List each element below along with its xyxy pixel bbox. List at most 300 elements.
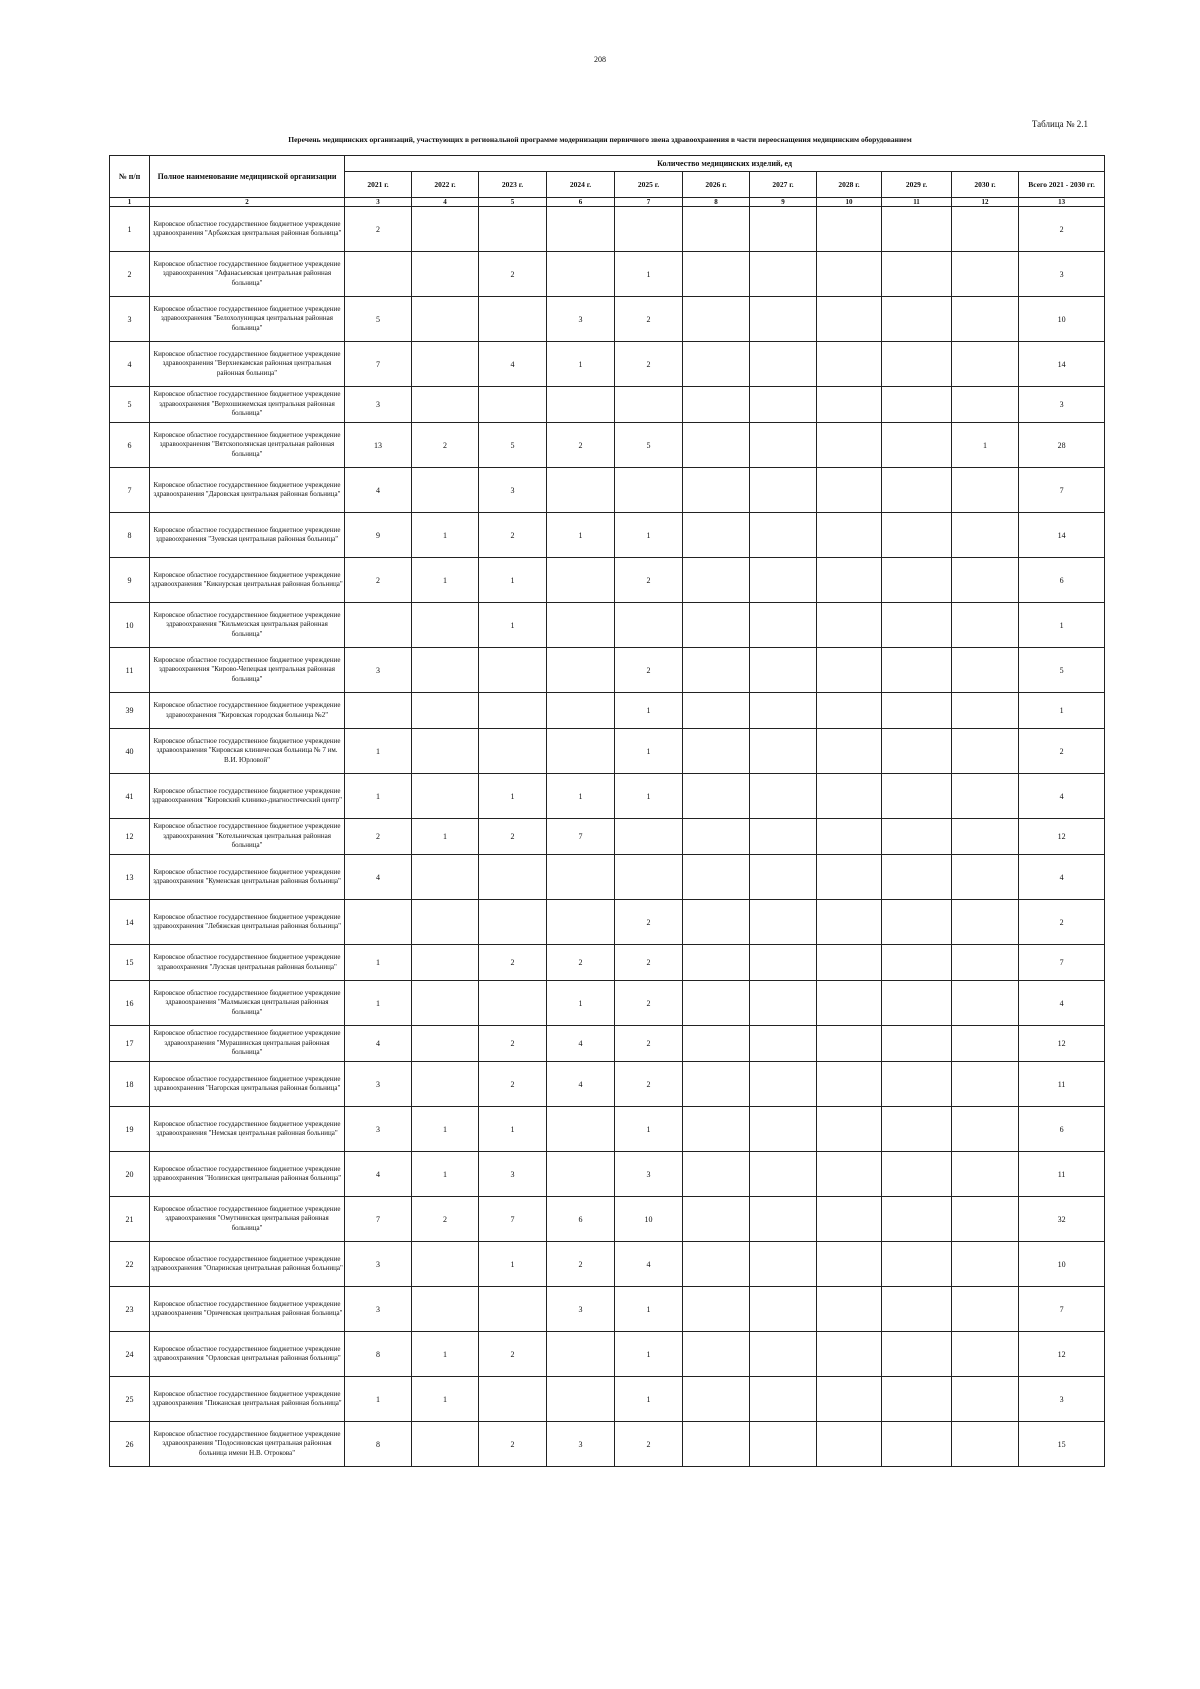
total-cell: 15 [1019, 1422, 1105, 1467]
quantity-cell [683, 1422, 750, 1467]
column-number: 5 [479, 198, 547, 207]
quantity-cell [412, 900, 479, 945]
quantity-cell [952, 603, 1019, 648]
organization-name: Кировское областное государственное бюджетное учреждение здравоохранения "Вятскополянская центральная районная больница" [150, 423, 345, 468]
quantity-cell [882, 1152, 952, 1197]
quantity-cell [683, 774, 750, 819]
organization-name: Кировское областное государственное бюджетное учреждение здравоохранения "Белохолуницкая центральная районная больница" [150, 297, 345, 342]
total-cell: 4 [1019, 855, 1105, 900]
quantity-cell [547, 855, 615, 900]
quantity-cell: 1 [479, 774, 547, 819]
quantity-cell [345, 252, 412, 297]
quantity-cell: 2 [547, 1242, 615, 1287]
row-number: 11 [110, 648, 150, 693]
quantity-cell: 2 [479, 1422, 547, 1467]
quantity-cell [750, 1197, 817, 1242]
row-number: 26 [110, 1422, 150, 1467]
quantity-cell [750, 1422, 817, 1467]
quantity-cell [412, 603, 479, 648]
quantity-cell [750, 1377, 817, 1422]
quantity-cell [750, 693, 817, 729]
quantity-cell: 3 [479, 468, 547, 513]
row-number: 21 [110, 1197, 150, 1242]
quantity-cell [683, 1152, 750, 1197]
quantity-cell [412, 1062, 479, 1107]
organization-name: Кировское областное государственное бюджетное учреждение здравоохранения "Арбажская центральная районная больница" [150, 207, 345, 252]
total-cell: 11 [1019, 1062, 1105, 1107]
quantity-cell [683, 693, 750, 729]
column-number: 2 [150, 198, 345, 207]
row-number: 12 [110, 819, 150, 855]
quantity-cell [683, 1377, 750, 1422]
quantity-cell [345, 900, 412, 945]
quantity-cell [817, 558, 882, 603]
quantity-cell [615, 387, 683, 423]
quantity-cell [683, 819, 750, 855]
quantity-cell [750, 297, 817, 342]
quantity-cell: 3 [547, 1287, 615, 1332]
header-year: 2028 г. [817, 172, 882, 198]
organization-name: Кировское областное государственное бюджетное учреждение здравоохранения "Верхошижемская центральная районная больница" [150, 387, 345, 423]
quantity-cell [750, 855, 817, 900]
table-row [110, 387, 1105, 423]
table-row [110, 297, 1105, 342]
quantity-cell: 2 [615, 900, 683, 945]
total-cell: 4 [1019, 981, 1105, 1026]
quantity-cell [412, 1026, 479, 1062]
quantity-cell: 13 [345, 423, 412, 468]
quantity-cell: 2 [479, 1026, 547, 1062]
table-row [110, 513, 1105, 558]
quantity-cell [479, 1287, 547, 1332]
quantity-cell: 1 [479, 1242, 547, 1287]
quantity-cell [882, 252, 952, 297]
total-cell: 3 [1019, 1377, 1105, 1422]
quantity-cell [882, 945, 952, 981]
table-row [110, 1152, 1105, 1197]
quantity-cell: 9 [345, 513, 412, 558]
quantity-cell [882, 513, 952, 558]
quantity-cell [817, 423, 882, 468]
quantity-cell [412, 1287, 479, 1332]
quantity-cell [952, 387, 1019, 423]
column-number: 8 [683, 198, 750, 207]
quantity-cell [882, 1422, 952, 1467]
quantity-cell [882, 1377, 952, 1422]
organization-name: Кировское областное государственное бюджетное учреждение здравоохранения "Кировская городская больница №2" [150, 693, 345, 729]
quantity-cell [882, 693, 952, 729]
quantity-cell [750, 819, 817, 855]
quantity-cell [547, 1152, 615, 1197]
quantity-cell [750, 468, 817, 513]
quantity-cell [817, 387, 882, 423]
organization-name: Кировское областное государственное бюджетное учреждение здравоохранения "Немская центральная районная больница" [150, 1107, 345, 1152]
table-row [110, 729, 1105, 774]
quantity-cell [882, 648, 952, 693]
quantity-cell [683, 945, 750, 981]
quantity-cell: 2 [615, 648, 683, 693]
row-number: 40 [110, 729, 150, 774]
quantity-cell: 2 [412, 423, 479, 468]
row-number: 10 [110, 603, 150, 648]
quantity-cell [345, 693, 412, 729]
quantity-cell [952, 1422, 1019, 1467]
total-cell: 3 [1019, 252, 1105, 297]
quantity-cell [683, 513, 750, 558]
quantity-cell [547, 387, 615, 423]
quantity-cell [952, 900, 1019, 945]
quantity-cell [952, 819, 1019, 855]
quantity-cell [547, 603, 615, 648]
table-row [110, 423, 1105, 468]
quantity-cell [683, 981, 750, 1026]
quantity-cell [683, 1332, 750, 1377]
header-num: № п/п [110, 156, 150, 198]
table-row [110, 981, 1105, 1026]
quantity-cell [817, 207, 882, 252]
organization-name: Кировское областное государственное бюджетное учреждение здравоохранения "Даровская центральная районная больница" [150, 468, 345, 513]
quantity-cell [615, 468, 683, 513]
column-number: 13 [1019, 198, 1105, 207]
quantity-cell [882, 1287, 952, 1332]
quantity-cell [412, 387, 479, 423]
quantity-cell: 1 [345, 981, 412, 1026]
quantity-cell [750, 513, 817, 558]
quantity-cell [412, 981, 479, 1026]
quantity-cell: 1 [547, 774, 615, 819]
quantity-cell [479, 981, 547, 1026]
organization-name: Кировское областное государственное бюджетное учреждение здравоохранения "Пижанская центральная районная больница" [150, 1377, 345, 1422]
quantity-cell [683, 1242, 750, 1287]
table-row [110, 945, 1105, 981]
quantity-cell [952, 1026, 1019, 1062]
header-qty-group: Количество медицинских изделий, ед [345, 156, 1105, 172]
quantity-cell: 1 [345, 729, 412, 774]
quantity-cell: 5 [615, 423, 683, 468]
quantity-cell [817, 252, 882, 297]
organization-name: Кировское областное государственное бюджетное учреждение здравоохранения "Куменская центральная районная больница" [150, 855, 345, 900]
quantity-cell [817, 603, 882, 648]
quantity-cell [683, 1287, 750, 1332]
quantity-cell [952, 1287, 1019, 1332]
table-row [110, 1332, 1105, 1377]
quantity-cell [952, 558, 1019, 603]
quantity-cell [817, 1377, 882, 1422]
row-number: 14 [110, 900, 150, 945]
row-number: 41 [110, 774, 150, 819]
column-number: 1 [110, 198, 150, 207]
quantity-cell [952, 855, 1019, 900]
row-number: 1 [110, 207, 150, 252]
quantity-cell [882, 603, 952, 648]
quantity-cell [683, 1026, 750, 1062]
total-cell: 10 [1019, 297, 1105, 342]
quantity-cell [683, 729, 750, 774]
table-row [110, 1422, 1105, 1467]
column-number: 3 [345, 198, 412, 207]
quantity-cell [479, 855, 547, 900]
quantity-cell: 1 [412, 1107, 479, 1152]
quantity-cell [615, 207, 683, 252]
total-cell: 1 [1019, 693, 1105, 729]
row-number: 22 [110, 1242, 150, 1287]
table-label: Таблица № 2.1 [1031, 119, 1088, 129]
quantity-cell [412, 648, 479, 693]
organization-name: Кировское областное государственное бюджетное учреждение здравоохранения "Лузская центральная районная больница" [150, 945, 345, 981]
quantity-cell: 1 [412, 558, 479, 603]
table-row [110, 900, 1105, 945]
quantity-cell [817, 468, 882, 513]
quantity-cell: 3 [345, 387, 412, 423]
quantity-cell [882, 387, 952, 423]
table-row [110, 468, 1105, 513]
total-cell: 3 [1019, 387, 1105, 423]
quantity-cell: 7 [345, 342, 412, 387]
quantity-cell [817, 729, 882, 774]
row-number: 23 [110, 1287, 150, 1332]
row-number: 13 [110, 855, 150, 900]
quantity-cell [412, 693, 479, 729]
quantity-cell [479, 648, 547, 693]
organization-name: Кировское областное государственное бюджетное учреждение здравоохранения "Нагорская центральная районная больница" [150, 1062, 345, 1107]
quantity-cell [882, 297, 952, 342]
quantity-cell: 8 [345, 1422, 412, 1467]
quantity-cell: 2 [345, 207, 412, 252]
quantity-cell: 1 [615, 693, 683, 729]
quantity-cell [952, 468, 1019, 513]
column-number: 11 [882, 198, 952, 207]
quantity-cell [750, 1287, 817, 1332]
quantity-cell [412, 468, 479, 513]
table-row [110, 207, 1105, 252]
quantity-cell: 1 [345, 774, 412, 819]
quantity-cell: 1 [412, 819, 479, 855]
quantity-cell [547, 252, 615, 297]
table-row [110, 1107, 1105, 1152]
quantity-cell [750, 603, 817, 648]
quantity-cell [882, 468, 952, 513]
quantity-cell [817, 1152, 882, 1197]
quantity-cell [683, 342, 750, 387]
quantity-cell [750, 342, 817, 387]
organization-name: Кировское областное государственное бюджетное учреждение здравоохранения "Мурашинская центральная районная больница" [150, 1026, 345, 1062]
quantity-cell [479, 693, 547, 729]
quantity-cell [952, 774, 1019, 819]
quantity-cell [882, 900, 952, 945]
table-row [110, 1062, 1105, 1107]
quantity-cell [683, 1197, 750, 1242]
quantity-cell [412, 342, 479, 387]
quantity-cell [683, 423, 750, 468]
total-cell: 2 [1019, 729, 1105, 774]
quantity-cell: 2 [479, 1332, 547, 1377]
total-cell: 14 [1019, 342, 1105, 387]
quantity-cell [615, 855, 683, 900]
quantity-cell: 1 [547, 981, 615, 1026]
quantity-cell [683, 1062, 750, 1107]
quantity-cell [817, 945, 882, 981]
column-number: 7 [615, 198, 683, 207]
quantity-cell [817, 1026, 882, 1062]
quantity-cell [882, 558, 952, 603]
total-cell: 1 [1019, 603, 1105, 648]
quantity-cell: 2 [479, 252, 547, 297]
quantity-cell: 2 [479, 945, 547, 981]
quantity-cell [817, 297, 882, 342]
total-cell: 11 [1019, 1152, 1105, 1197]
quantity-cell [817, 1062, 882, 1107]
quantity-cell [412, 774, 479, 819]
quantity-cell [952, 1242, 1019, 1287]
quantity-cell [479, 297, 547, 342]
quantity-cell: 2 [547, 945, 615, 981]
quantity-cell [952, 945, 1019, 981]
quantity-cell [683, 468, 750, 513]
quantity-cell [750, 252, 817, 297]
quantity-cell: 4 [345, 855, 412, 900]
quantity-cell [683, 648, 750, 693]
header-year: 2022 г. [412, 172, 479, 198]
total-cell: 12 [1019, 1026, 1105, 1062]
quantity-cell: 1 [615, 774, 683, 819]
quantity-cell: 1 [615, 1287, 683, 1332]
quantity-cell [547, 648, 615, 693]
quantity-cell: 3 [345, 1062, 412, 1107]
quantity-cell [882, 1026, 952, 1062]
table-row [110, 1377, 1105, 1422]
quantity-cell [952, 1197, 1019, 1242]
quantity-cell [345, 603, 412, 648]
quantity-cell: 10 [615, 1197, 683, 1242]
quantity-cell: 2 [479, 819, 547, 855]
quantity-cell: 4 [615, 1242, 683, 1287]
quantity-cell: 2 [615, 1422, 683, 1467]
row-number: 19 [110, 1107, 150, 1152]
organization-name: Кировское областное государственное бюджетное учреждение здравоохранения "Кирово-Чепецкая центральная районная больница" [150, 648, 345, 693]
table-row [110, 693, 1105, 729]
quantity-cell: 1 [345, 1377, 412, 1422]
quantity-cell [750, 1242, 817, 1287]
quantity-cell [817, 648, 882, 693]
quantity-cell: 2 [345, 558, 412, 603]
quantity-cell [952, 1332, 1019, 1377]
quantity-cell [952, 693, 1019, 729]
header-year: 2026 г. [683, 172, 750, 198]
quantity-cell: 1 [412, 1332, 479, 1377]
row-number: 15 [110, 945, 150, 981]
row-number: 3 [110, 297, 150, 342]
quantity-cell: 4 [345, 1152, 412, 1197]
row-number: 4 [110, 342, 150, 387]
quantity-cell: 3 [547, 297, 615, 342]
organization-name: Кировское областное государственное бюджетное учреждение здравоохранения "Оричевская центральная районная больница" [150, 1287, 345, 1332]
quantity-cell [952, 513, 1019, 558]
header-year: 2029 г. [882, 172, 952, 198]
quantity-cell: 1 [479, 1107, 547, 1152]
quantity-cell [952, 342, 1019, 387]
table-row [110, 1026, 1105, 1062]
quantity-cell [817, 1287, 882, 1332]
quantity-cell: 3 [615, 1152, 683, 1197]
quantity-cell: 2 [479, 1062, 547, 1107]
quantity-cell: 2 [615, 1062, 683, 1107]
row-number: 25 [110, 1377, 150, 1422]
quantity-cell [683, 1107, 750, 1152]
row-number: 39 [110, 693, 150, 729]
equipment-table [109, 155, 1105, 1467]
quantity-cell [817, 693, 882, 729]
quantity-cell [683, 252, 750, 297]
row-number: 24 [110, 1332, 150, 1377]
quantity-cell [412, 1242, 479, 1287]
total-cell: 4 [1019, 774, 1105, 819]
quantity-cell [750, 774, 817, 819]
quantity-cell: 1 [547, 513, 615, 558]
quantity-cell: 4 [345, 1026, 412, 1062]
table-row [110, 1197, 1105, 1242]
organization-name: Кировское областное государственное бюджетное учреждение здравоохранения "Малмыжская центральная районная больница" [150, 981, 345, 1026]
table-row [110, 774, 1105, 819]
quantity-cell [412, 207, 479, 252]
organization-name: Кировское областное государственное бюджетное учреждение здравоохранения "Верхнекамская районная центральная районная больница" [150, 342, 345, 387]
quantity-cell: 1 [615, 252, 683, 297]
quantity-cell [547, 1107, 615, 1152]
quantity-cell [750, 1026, 817, 1062]
quantity-cell [683, 297, 750, 342]
quantity-cell [547, 1332, 615, 1377]
quantity-cell [952, 981, 1019, 1026]
quantity-cell [952, 1377, 1019, 1422]
quantity-cell [750, 387, 817, 423]
quantity-cell: 3 [547, 1422, 615, 1467]
quantity-cell [817, 1242, 882, 1287]
quantity-cell [547, 207, 615, 252]
organization-name: Кировское областное государственное бюджетное учреждение здравоохранения "Опаринская центральная районная больница" [150, 1242, 345, 1287]
organization-name: Кировское областное государственное бюджетное учреждение здравоохранения "Орловская центральная районная больница" [150, 1332, 345, 1377]
table-row [110, 855, 1105, 900]
quantity-cell [750, 648, 817, 693]
quantity-cell [817, 1197, 882, 1242]
quantity-cell [547, 1377, 615, 1422]
quantity-cell: 1 [615, 1377, 683, 1422]
organization-name: Кировское областное государственное бюджетное учреждение здравоохранения "Кикнурская центральная районная больница" [150, 558, 345, 603]
quantity-cell [952, 648, 1019, 693]
quantity-cell: 1 [615, 729, 683, 774]
column-number: 6 [547, 198, 615, 207]
quantity-cell: 7 [479, 1197, 547, 1242]
organization-name: Кировское областное государственное бюджетное учреждение здравоохранения "Подосиновская центральная районная больница имени Н.В. Отрокова" [150, 1422, 345, 1467]
quantity-cell [412, 729, 479, 774]
quantity-cell [882, 423, 952, 468]
quantity-cell [882, 774, 952, 819]
row-number: 17 [110, 1026, 150, 1062]
total-cell: 6 [1019, 558, 1105, 603]
quantity-cell: 5 [345, 297, 412, 342]
quantity-cell: 2 [479, 513, 547, 558]
total-cell: 5 [1019, 648, 1105, 693]
total-cell: 14 [1019, 513, 1105, 558]
total-cell: 10 [1019, 1242, 1105, 1287]
quantity-cell [817, 513, 882, 558]
quantity-cell [683, 558, 750, 603]
quantity-cell: 2 [547, 423, 615, 468]
quantity-cell: 1 [547, 342, 615, 387]
quantity-cell [412, 252, 479, 297]
quantity-cell [750, 981, 817, 1026]
quantity-cell [882, 981, 952, 1026]
total-cell: 12 [1019, 819, 1105, 855]
quantity-cell [817, 1332, 882, 1377]
